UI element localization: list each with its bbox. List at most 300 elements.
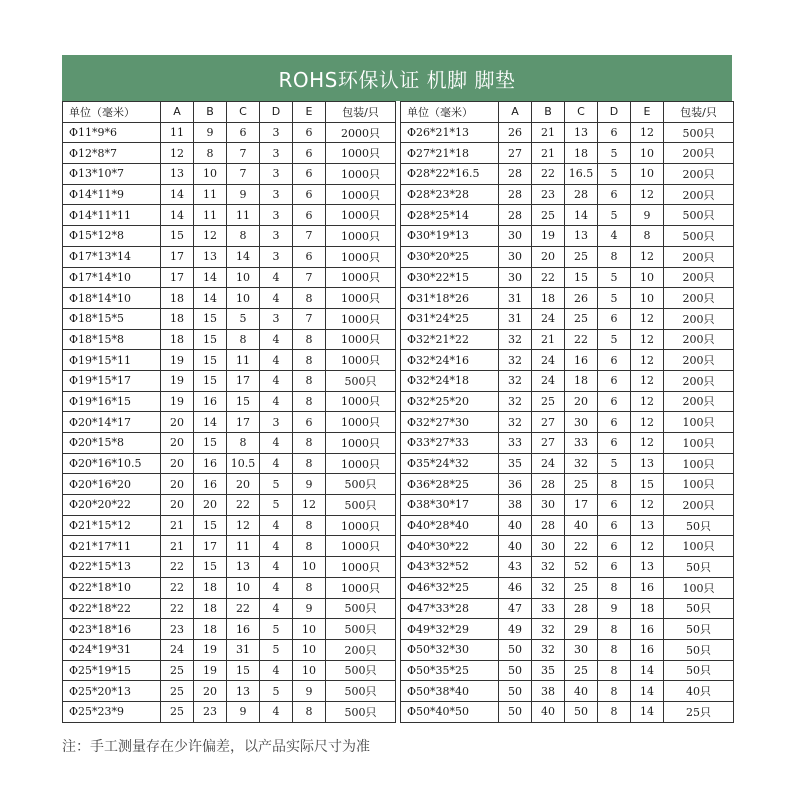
table-row	[63, 143, 396, 164]
d-cell: 6	[598, 515, 631, 536]
b-cell: 20	[532, 246, 565, 267]
e-cell: 12	[631, 391, 664, 412]
b-column-header: B	[532, 102, 565, 123]
e-cell: 8	[293, 288, 326, 309]
a-cell: 30	[499, 267, 532, 288]
table-row	[63, 370, 396, 391]
b-cell: 15	[194, 557, 227, 578]
spec-cell: Φ18*15*8	[63, 329, 161, 350]
spec-column-header: 单位（毫米）	[401, 102, 499, 123]
e-cell: 9	[293, 474, 326, 495]
d-cell: 6	[598, 412, 631, 433]
package-cell: 100只	[664, 474, 734, 495]
spec-cell: Φ20*15*8	[63, 433, 161, 454]
d-cell: 4	[260, 557, 293, 578]
d-cell: 3	[260, 164, 293, 185]
e-cell: 13	[631, 557, 664, 578]
table-row	[63, 619, 396, 640]
e-cell: 6	[293, 205, 326, 226]
package-cell: 200只	[664, 350, 734, 371]
c-cell: 13	[565, 226, 598, 247]
a-cell: 22	[161, 598, 194, 619]
d-cell: 8	[598, 701, 631, 722]
package-cell: 2000只	[326, 122, 396, 143]
c-cell: 25	[565, 308, 598, 329]
a-cell: 27	[499, 143, 532, 164]
package-cell: 1000只	[326, 391, 396, 412]
package-cell: 200只	[664, 267, 734, 288]
package-cell: 1000只	[326, 226, 396, 247]
package-cell: 50只	[664, 639, 734, 660]
e-column-header: E	[631, 102, 664, 123]
b-cell: 24	[532, 370, 565, 391]
d-cell: 3	[260, 122, 293, 143]
d-cell: 6	[598, 433, 631, 454]
spec-cell: Φ47*33*28	[401, 598, 499, 619]
spec-cell: Φ21*15*12	[63, 515, 161, 536]
c-cell: 50	[565, 701, 598, 722]
spec-cell: Φ12*8*7	[63, 143, 161, 164]
a-cell: 25	[161, 701, 194, 722]
e-cell: 9	[293, 681, 326, 702]
c-cell: 14	[565, 205, 598, 226]
package-cell: 50只	[664, 619, 734, 640]
spec-cell: Φ40*30*22	[401, 536, 499, 557]
spec-cell: Φ30*19*13	[401, 226, 499, 247]
e-cell: 8	[293, 536, 326, 557]
a-cell: 20	[161, 412, 194, 433]
package-cell: 1000只	[326, 557, 396, 578]
b-cell: 10	[194, 164, 227, 185]
spec-tables	[62, 101, 732, 723]
a-cell: 31	[499, 308, 532, 329]
c-cell: 10.5	[227, 453, 260, 474]
spec-cell: Φ23*18*16	[63, 619, 161, 640]
c-cell: 33	[565, 433, 598, 454]
package-cell: 500只	[326, 701, 396, 722]
d-cell: 5	[598, 453, 631, 474]
a-cell: 18	[161, 329, 194, 350]
package-cell: 40只	[664, 681, 734, 702]
spec-column-header: 单位（毫米）	[63, 102, 161, 123]
spec-cell: Φ43*32*52	[401, 557, 499, 578]
e-cell: 8	[293, 370, 326, 391]
d-cell: 8	[598, 660, 631, 681]
table-row	[63, 701, 396, 722]
spec-cell: Φ50*32*30	[401, 639, 499, 660]
b-cell: 11	[194, 184, 227, 205]
table-row	[401, 681, 734, 702]
c-cell: 52	[565, 557, 598, 578]
a-cell: 36	[499, 474, 532, 495]
d-cell: 5	[598, 288, 631, 309]
c-cell: 9	[227, 701, 260, 722]
b-cell: 9	[194, 122, 227, 143]
table-row	[63, 246, 396, 267]
e-cell: 18	[631, 598, 664, 619]
c-cell: 22	[565, 329, 598, 350]
table-row	[401, 474, 734, 495]
c-cell: 14	[227, 246, 260, 267]
e-cell: 8	[293, 453, 326, 474]
d-cell: 4	[260, 329, 293, 350]
package-cell: 1000只	[326, 412, 396, 433]
table-row	[63, 329, 396, 350]
table-row	[401, 226, 734, 247]
package-cell: 1000只	[326, 515, 396, 536]
e-cell: 10	[631, 143, 664, 164]
package-cell: 500只	[326, 370, 396, 391]
d-cell: 4	[260, 391, 293, 412]
e-cell: 8	[293, 433, 326, 454]
package-cell: 200只	[326, 639, 396, 660]
c-cell: 12	[227, 515, 260, 536]
spec-cell: Φ32*21*22	[401, 329, 499, 350]
package-cell: 1000只	[326, 453, 396, 474]
b-cell: 18	[194, 619, 227, 640]
a-cell: 20	[161, 453, 194, 474]
a-column-header: A	[499, 102, 532, 123]
b-cell: 18	[532, 288, 565, 309]
e-cell: 8	[293, 701, 326, 722]
e-cell: 8	[293, 515, 326, 536]
e-cell: 9	[293, 598, 326, 619]
a-cell: 23	[161, 619, 194, 640]
spec-cell: Φ20*20*22	[63, 495, 161, 516]
a-cell: 28	[499, 184, 532, 205]
d-cell: 9	[598, 598, 631, 619]
package-cell: 1000只	[326, 536, 396, 557]
b-cell: 19	[194, 639, 227, 660]
c-cell: 15	[227, 660, 260, 681]
c-cell: 30	[565, 412, 598, 433]
table-title-bar	[62, 55, 732, 101]
spec-cell: Φ22*18*22	[63, 598, 161, 619]
spec-cell: Φ28*22*16.5	[401, 164, 499, 185]
c-cell: 5	[227, 308, 260, 329]
spec-cell: Φ22*15*13	[63, 557, 161, 578]
e-cell: 16	[631, 577, 664, 598]
d-cell: 8	[598, 619, 631, 640]
table-row	[401, 308, 734, 329]
c-column-header: C	[565, 102, 598, 123]
spec-cell: Φ32*27*30	[401, 412, 499, 433]
a-cell: 28	[499, 164, 532, 185]
package-column-header: 包装/只	[326, 102, 396, 123]
b-cell: 25	[532, 391, 565, 412]
spec-cell: Φ32*24*18	[401, 370, 499, 391]
b-cell: 27	[532, 412, 565, 433]
package-cell: 100只	[664, 433, 734, 454]
b-cell: 32	[532, 619, 565, 640]
table-header-row	[401, 102, 734, 123]
a-cell: 30	[499, 246, 532, 267]
d-cell: 5	[598, 329, 631, 350]
c-cell: 10	[227, 577, 260, 598]
d-cell: 4	[260, 267, 293, 288]
e-cell: 12	[631, 308, 664, 329]
b-cell: 18	[194, 598, 227, 619]
a-cell: 20	[161, 433, 194, 454]
table-body-left	[63, 122, 396, 722]
a-cell: 43	[499, 557, 532, 578]
table-row	[401, 288, 734, 309]
table-row	[63, 184, 396, 205]
d-cell: 8	[598, 681, 631, 702]
table-row	[63, 639, 396, 660]
e-cell: 14	[631, 681, 664, 702]
c-cell: 18	[565, 143, 598, 164]
package-cell: 200只	[664, 391, 734, 412]
c-cell: 7	[227, 164, 260, 185]
c-cell: 17	[227, 412, 260, 433]
d-cell: 5	[598, 267, 631, 288]
spec-cell: Φ17*13*14	[63, 246, 161, 267]
b-cell: 17	[194, 536, 227, 557]
d-cell: 5	[598, 205, 631, 226]
c-cell: 28	[565, 598, 598, 619]
table-row	[401, 412, 734, 433]
d-cell: 3	[260, 412, 293, 433]
b-cell: 20	[194, 495, 227, 516]
spec-cell: Φ26*21*13	[401, 122, 499, 143]
c-cell: 8	[227, 329, 260, 350]
b-cell: 14	[194, 267, 227, 288]
package-cell: 1000只	[326, 288, 396, 309]
table-row	[63, 226, 396, 247]
e-cell: 10	[293, 557, 326, 578]
e-cell: 12	[631, 433, 664, 454]
e-cell: 9	[631, 205, 664, 226]
c-cell: 10	[227, 267, 260, 288]
a-cell: 14	[161, 205, 194, 226]
spec-cell: Φ18*14*10	[63, 288, 161, 309]
d-cell: 4	[598, 226, 631, 247]
d-cell: 6	[598, 122, 631, 143]
c-cell: 22	[227, 495, 260, 516]
package-cell: 1000只	[326, 143, 396, 164]
e-cell: 8	[293, 350, 326, 371]
package-cell: 500只	[664, 205, 734, 226]
spec-cell: Φ19*16*15	[63, 391, 161, 412]
d-cell: 6	[598, 391, 631, 412]
package-cell: 200只	[664, 164, 734, 185]
d-column-header: D	[260, 102, 293, 123]
b-cell: 14	[194, 288, 227, 309]
c-cell: 26	[565, 288, 598, 309]
d-cell: 4	[260, 453, 293, 474]
table-row	[401, 639, 734, 660]
e-cell: 14	[631, 660, 664, 681]
table-row	[63, 391, 396, 412]
package-cell: 100只	[664, 536, 734, 557]
e-cell: 14	[631, 701, 664, 722]
package-cell: 1000只	[326, 350, 396, 371]
spec-cell: Φ38*30*17	[401, 495, 499, 516]
c-cell: 22	[227, 598, 260, 619]
table-row	[401, 267, 734, 288]
a-cell: 22	[161, 577, 194, 598]
c-cell: 9	[227, 184, 260, 205]
b-cell: 19	[194, 660, 227, 681]
e-cell: 12	[631, 122, 664, 143]
b-cell: 33	[532, 598, 565, 619]
c-cell: 13	[227, 681, 260, 702]
d-cell: 8	[598, 577, 631, 598]
spec-table-right	[400, 101, 734, 723]
a-cell: 32	[499, 329, 532, 350]
c-cell: 32	[565, 453, 598, 474]
a-cell: 21	[161, 536, 194, 557]
d-cell: 6	[598, 495, 631, 516]
spec-table-left	[62, 101, 396, 723]
table-row	[401, 660, 734, 681]
d-cell: 5	[598, 143, 631, 164]
c-cell: 16	[227, 619, 260, 640]
d-cell: 5	[260, 639, 293, 660]
d-cell: 5	[260, 495, 293, 516]
d-cell: 4	[260, 577, 293, 598]
d-column-header: D	[598, 102, 631, 123]
a-cell: 20	[161, 495, 194, 516]
b-cell: 24	[532, 453, 565, 474]
e-cell: 10	[293, 619, 326, 640]
table-row	[401, 184, 734, 205]
b-cell: 13	[194, 246, 227, 267]
spec-cell: Φ19*15*17	[63, 370, 161, 391]
table-row	[63, 577, 396, 598]
c-cell: 8	[227, 433, 260, 454]
package-cell: 1000只	[326, 205, 396, 226]
table-row	[63, 412, 396, 433]
e-cell: 10	[631, 288, 664, 309]
b-cell: 20	[194, 681, 227, 702]
b-cell: 40	[532, 701, 565, 722]
d-cell: 4	[260, 350, 293, 371]
spec-cell: Φ50*35*25	[401, 660, 499, 681]
table-row	[63, 164, 396, 185]
b-cell: 15	[194, 308, 227, 329]
package-cell: 200只	[664, 495, 734, 516]
c-cell: 16	[565, 350, 598, 371]
d-cell: 3	[260, 246, 293, 267]
package-cell: 200只	[664, 329, 734, 350]
e-cell: 12	[631, 350, 664, 371]
a-cell: 32	[499, 412, 532, 433]
table-row	[401, 598, 734, 619]
table-row	[401, 391, 734, 412]
package-cell: 1000只	[326, 308, 396, 329]
a-cell: 22	[161, 557, 194, 578]
e-cell: 12	[631, 246, 664, 267]
c-cell: 25	[565, 474, 598, 495]
spec-cell: Φ25*20*13	[63, 681, 161, 702]
c-cell: 7	[227, 143, 260, 164]
package-cell: 200只	[664, 288, 734, 309]
table-title: ROHS环保认证 机脚 脚垫	[278, 67, 516, 92]
a-cell: 31	[499, 288, 532, 309]
c-cell: 17	[227, 370, 260, 391]
table-row	[401, 246, 734, 267]
a-cell: 13	[161, 164, 194, 185]
package-cell: 500只	[326, 619, 396, 640]
table-row	[63, 598, 396, 619]
spec-cell: Φ30*20*25	[401, 246, 499, 267]
d-cell: 6	[598, 184, 631, 205]
a-cell: 35	[499, 453, 532, 474]
table-row	[401, 515, 734, 536]
package-cell: 1000只	[326, 246, 396, 267]
b-cell: 28	[532, 474, 565, 495]
package-cell: 200只	[664, 246, 734, 267]
table-row	[63, 122, 396, 143]
b-cell: 32	[532, 557, 565, 578]
spec-cell: Φ32*25*20	[401, 391, 499, 412]
b-cell: 16	[194, 474, 227, 495]
table-row	[401, 143, 734, 164]
table-row	[63, 288, 396, 309]
table-row	[401, 701, 734, 722]
package-cell: 50只	[664, 557, 734, 578]
b-cell: 12	[194, 226, 227, 247]
d-cell: 3	[260, 308, 293, 329]
package-cell: 500只	[326, 474, 396, 495]
d-cell: 4	[260, 536, 293, 557]
table-row	[401, 164, 734, 185]
package-column-header: 包装/只	[664, 102, 734, 123]
c-cell: 10	[227, 288, 260, 309]
d-cell: 6	[598, 350, 631, 371]
package-cell: 100只	[664, 453, 734, 474]
e-column-header: E	[293, 102, 326, 123]
a-cell: 18	[161, 288, 194, 309]
c-cell: 40	[565, 515, 598, 536]
a-cell: 26	[499, 122, 532, 143]
b-cell: 32	[532, 577, 565, 598]
c-cell: 18	[565, 370, 598, 391]
c-cell: 28	[565, 184, 598, 205]
a-cell: 17	[161, 267, 194, 288]
e-cell: 12	[293, 495, 326, 516]
d-cell: 6	[598, 536, 631, 557]
d-cell: 6	[598, 370, 631, 391]
spec-cell: Φ25*19*15	[63, 660, 161, 681]
e-cell: 16	[631, 639, 664, 660]
table-row	[63, 205, 396, 226]
table-row	[401, 557, 734, 578]
b-cell: 15	[194, 329, 227, 350]
a-cell: 50	[499, 660, 532, 681]
spec-cell: Φ35*24*32	[401, 453, 499, 474]
table-row	[63, 474, 396, 495]
e-cell: 12	[631, 495, 664, 516]
b-cell: 15	[194, 370, 227, 391]
b-cell: 16	[194, 453, 227, 474]
e-cell: 10	[293, 639, 326, 660]
e-cell: 6	[293, 412, 326, 433]
a-cell: 32	[499, 350, 532, 371]
table-row	[63, 660, 396, 681]
e-cell: 8	[293, 577, 326, 598]
a-cell: 20	[161, 474, 194, 495]
b-cell: 15	[194, 515, 227, 536]
package-cell: 25只	[664, 701, 734, 722]
e-cell: 10	[631, 164, 664, 185]
e-cell: 6	[293, 184, 326, 205]
b-cell: 35	[532, 660, 565, 681]
a-cell: 38	[499, 495, 532, 516]
package-cell: 1000只	[326, 433, 396, 454]
